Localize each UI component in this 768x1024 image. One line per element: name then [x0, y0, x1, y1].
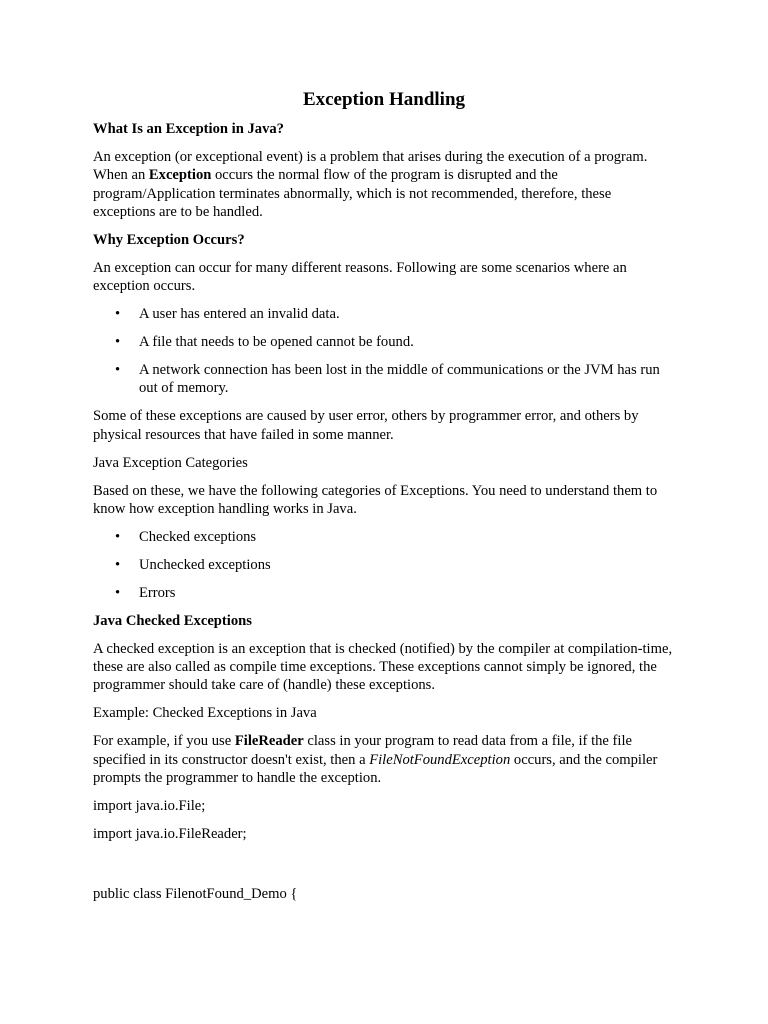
- heading-exception-categories: Java Exception Categories: [93, 454, 248, 471]
- code-line-class-declaration: public class FilenotFound_Demo {: [93, 885, 298, 902]
- paragraph-categories-intro: Based on these, we have the following categories of Exceptions. You need to understand them to know how exception handling works in Java.: [93, 482, 658, 517]
- list-item: • Errors: [93, 584, 675, 602]
- document-body: [93, 88, 675, 913]
- italic-term-filenotfoundexception: FileNotFoundException: [369, 751, 511, 768]
- text-run: occurs, and the compiler prompts the programmer to handle the exception.: [93, 751, 658, 787]
- paragraph-checked-example: [93, 732, 675, 787]
- code-line-import-filereader: import java.io.FileReader;: [93, 825, 247, 842]
- text-run: class in your program to read data from a file, if the file specified in its constructor doesn't exist, then a: [93, 733, 632, 768]
- heading-what-is-exception: What Is an Exception in Java?: [93, 121, 284, 137]
- text-run: An exception (or exceptional event) is a problem that arises during the execution of a program. When an: [93, 148, 648, 184]
- blank-line: [93, 853, 675, 885]
- code-line-import-file: import java.io.File;: [93, 798, 206, 814]
- category-list: [93, 528, 675, 602]
- paragraph-why-outro: Some of these exceptions are caused by user error, others by programmer error, and others by physical resources that have failed in some manner.: [93, 408, 639, 443]
- paragraph-why-intro: An exception can occur for many different reasons. Following are some scenarios where an exception occurs.: [93, 259, 627, 295]
- bold-term-filereader: FileReader: [234, 733, 304, 750]
- text-run: occurs the normal flow of the program is disrupted and the program/Application terminates abnormally, which is not recommended, therefore, these exceptions are to be handled.: [93, 167, 612, 220]
- text-run: For example, if you use: [93, 733, 235, 750]
- paragraph-exception-definition: [93, 148, 675, 221]
- paragraph-checked-definition: A checked exception is an exception that is checked (notified) by the compiler at compilation-time, these are also called as compile time exceptions. These exceptions cannot simply be ignored, the programmer should take care of (handle) these exceptions.: [93, 640, 673, 694]
- list-item: • A network connection has been lost in the middle of communications or the JVM has run out of memory.: [93, 361, 675, 398]
- list-item: • Unchecked exceptions: [93, 556, 675, 574]
- list-item: • Checked exceptions: [93, 528, 675, 546]
- list-item: • A user has entered an invalid data.: [93, 305, 675, 323]
- heading-checked-exceptions: Java Checked Exceptions: [93, 612, 252, 629]
- bold-term-exception: Exception: [148, 167, 212, 184]
- scenario-list: [93, 305, 675, 398]
- heading-checked-example: Example: Checked Exceptions in Java: [93, 705, 317, 722]
- list-item: • A file that needs to be opened cannot be found.: [93, 333, 675, 351]
- page-title: Exception Handling: [302, 89, 466, 110]
- heading-why-exception: Why Exception Occurs?: [93, 231, 245, 248]
